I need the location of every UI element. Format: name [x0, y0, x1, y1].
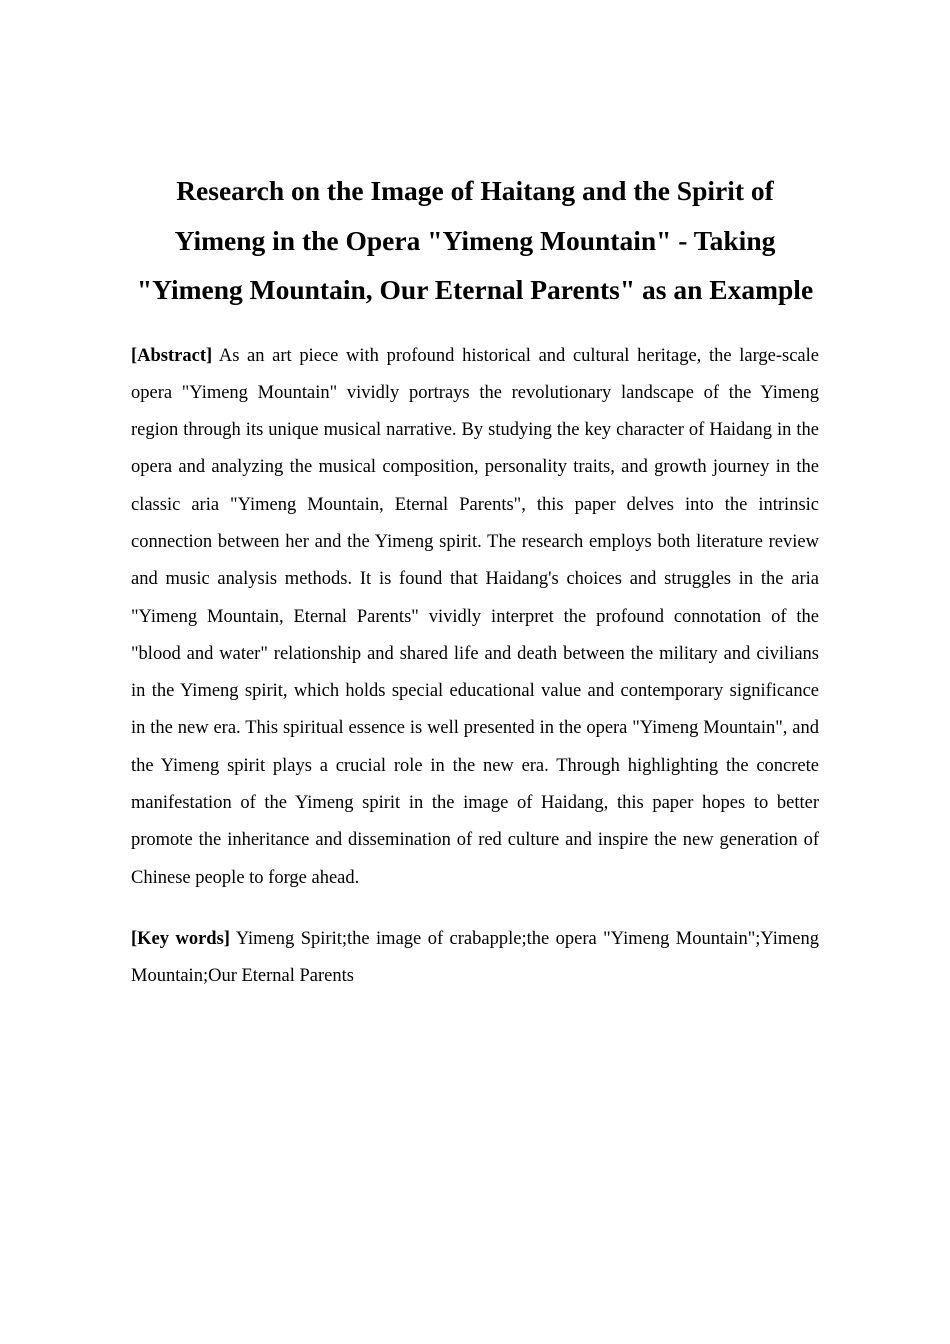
abstract-text: As an art piece with profound historical and cultural heritage, the large-scale opera "Yimeng Mountain" vividly portrays the revolutionary landscape of the Yimeng region through its unique musical narrative. By studying the key character of Haidang in the opera and analyzing the musical composition, personality traits, and growth journey in the classic aria "Yimeng Mountain, Eternal Parents", this paper delves into the intrinsic connection between her and the Yimeng spirit. The research employs both literature review and music analysis methods. It is found that Haidang's choices and struggles in the aria "Yimeng Mountain, Eternal Parents" vividly interpret the profound connotation of the "blood and water" relationship and shared life and death between the military and civilians in the Yimeng spirit, which holds special educational value and contemporary significance in the new era. This spiritual essence is well presented in the opera "Yimeng Mountain", and the Yimeng spirit plays a crucial role in the new era. Through highlighting the concrete manifestation of the Yimeng spirit in the image of Haidang, this paper hopes to better promote the inheritance and dissemination of red culture and inspire the new generation of Chinese people to forge ahead.: [131, 345, 819, 888]
abstract-paragraph: [131, 338, 819, 897]
document-page: [131, 166, 819, 996]
paper-title: Research on the Image of Haitang and the Spirit of Yimeng in the Opera "Yimeng Mountain" - Taking "Yimeng Mountain, Our Eternal Parents" as an Example: [136, 175, 814, 305]
keywords-text: Yimeng Spirit;the image of crabapple;the opera "Yimeng Mountain";Yimeng Mountain;Our Eternal Parents: [131, 928, 819, 987]
keywords-label: [Key words]: [131, 928, 230, 949]
abstract-label: [Abstract]: [131, 345, 213, 366]
keywords-paragraph: [131, 921, 819, 996]
